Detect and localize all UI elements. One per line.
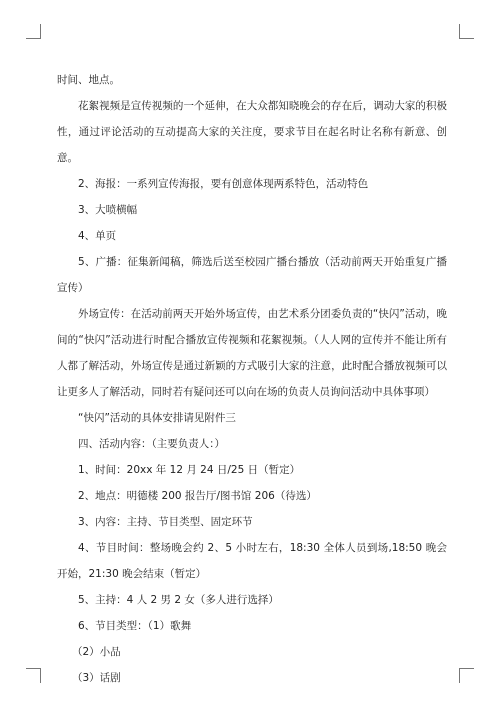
paragraph-broadcast: 5、广播：征集新闻稿，筛选后送至校园广播台播放（活动前两天开始重复广播宣传） — [57, 256, 447, 294]
paragraph-location: 2、地点：明德楼 200 报告厅/图书馆 206（待选） — [78, 490, 317, 502]
paragraph-program-type-sketch: （2）小品 — [72, 646, 121, 658]
paragraph-highlight-video: 花絮视频是宣传视频的一个延伸，在大众都知晓晚会的存在后，调动大家的积极性，通过评论活动的互动提高大家的关注度，要求节目在起名时让名称有新意、创意。 — [57, 100, 447, 164]
paragraph-program-time: 4、节目时间：整场晚会约 2、5 小时左右，18:30 全体人员到场,18:50 晚会开始，21:30 晚会结束（暂定） — [57, 542, 447, 580]
paragraph-outdoor-promotion: 外场宣传：在活动前两天开始外场宣传，由艺术系分团委负责的“快闪”活动，晚间的“快闪”活动进行时配合播放宣传视频和花絮视频。（人人网的宣传并不能让所有人都了解活动，外场宣传是通过新颖的方式吸引大家的注意，此时配合播放视频可以让更多人了解活动，同时若有疑问还可以向在场的负责人员询问活动中具体事项） — [57, 308, 447, 398]
section-heading-activity-content: 四、活动内容：（主要负责人：） — [78, 438, 225, 450]
paragraph-hosts: 5、主持：4 人 2 男 2 女（多人进行选择） — [78, 594, 279, 606]
paragraph-content: 3、内容：主持、节目类型、固定环节 — [78, 516, 253, 528]
paragraph-banner: 3、大喷横幅 — [78, 204, 138, 216]
paragraph-time: 1、时间：20xx 年 12 月 24 日/25 日（暂定） — [78, 464, 301, 476]
paragraph-flyer: 4、单页 — [78, 230, 117, 242]
page-corner-mark-bottom-left — [26, 668, 41, 683]
document-body — [57, 67, 447, 691]
paragraph-program-type-drama: （3）话剧 — [72, 672, 121, 684]
page-corner-mark-top-right — [459, 24, 474, 39]
paragraph-program-types: 6、节目类型：（1）歌舞 — [78, 620, 192, 632]
paragraph-time-place: 时间、地点。 — [57, 74, 120, 86]
page-corner-mark-top-left — [26, 24, 41, 39]
page-corner-mark-bottom-right — [459, 668, 474, 683]
paragraph-flash-mob-note: “快闪”活动的具体安排请见附件三 — [78, 412, 236, 424]
paragraph-poster: 2、海报：一系列宣传海报，要有创意体现两系特色，活动特色 — [78, 178, 369, 190]
